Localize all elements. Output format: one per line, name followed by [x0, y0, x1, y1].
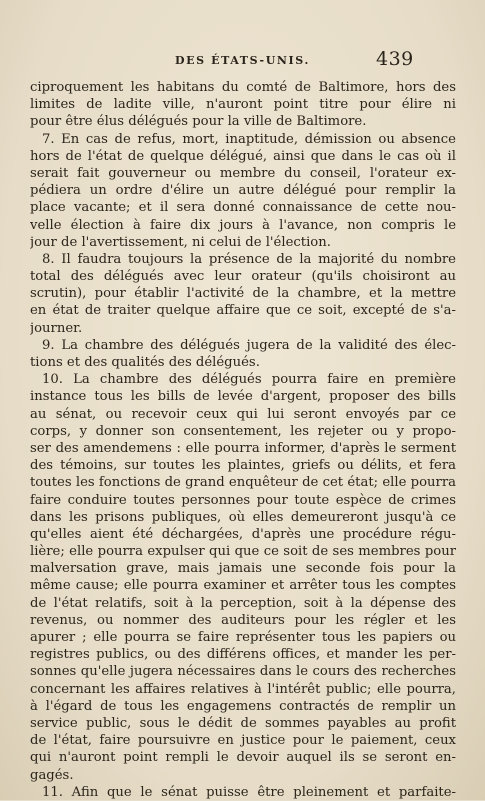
- text-line: tions et des qualités des délégués.: [30, 355, 260, 370]
- text-line: ciproquement les habitans du comté de Baltimore, hors des: [30, 80, 456, 95]
- text-line: registres publics, ou des différens offices, et mander les per-: [30, 647, 456, 663]
- text-line: total des délégués avec leur orateur (qu'ils choisiront au: [30, 269, 456, 285]
- page-number: 439: [376, 48, 414, 70]
- running-title: DES ÉTATS-UNIS.: [175, 54, 310, 67]
- text-line: même cause; elle pourra examiner et arrêter tous les comptes: [30, 578, 456, 594]
- text-line: limites de ladite ville, n'auront point titre pour élire ni: [30, 97, 456, 113]
- text-line: concernant les affaires relatives à l'intérêt public; elle pourra,: [30, 681, 456, 697]
- text-line: instance tous les bills de levée d'argent, proposer des bills: [30, 389, 456, 405]
- text-line: scrutin), pour établir l'activité de la chambre, et la mettre: [30, 286, 456, 302]
- text-line: toutes les fonctions de grand enquêteur de cet état; elle pourra: [30, 475, 456, 491]
- text-line: journer.: [30, 320, 83, 336]
- text-line: ser des amendemens : elle pourra informer, d'après le serment: [30, 440, 456, 456]
- text-line: gagés.: [30, 767, 74, 783]
- text-line: corps, y donner son consentement, les rejeter ou y propo-: [30, 423, 456, 439]
- page-header: [0, 48, 485, 76]
- text-line: 10. La chambre des délégués pourra faire en première: [42, 372, 456, 388]
- body-text: [30, 79, 456, 801]
- text-line: 8. Il faudra toujours la présence de la majorité du nombre: [42, 251, 456, 267]
- text-line: à l'égard de tous les engagemens contractés de remplir un: [30, 698, 456, 714]
- text-line: des témoins, sur toutes les plaintes, griefs ou délits, et fera: [30, 458, 456, 474]
- text-line: sonnes qu'elle jugera nécessaires dans le cours des recherches: [30, 664, 456, 680]
- text-line: dans les prisons publiques, où elles demeureront jusqu'à ce: [30, 509, 456, 525]
- text-line: au sénat, ou recevoir ceux qui lui seront envoyés par ce: [30, 406, 456, 422]
- text-line: 7. En cas de refus, mort, inaptitude, démission ou absence: [42, 131, 456, 147]
- text-line: velle élection à faire dix jours à l'avance, non compris le: [30, 217, 456, 233]
- text-line: service public, sous le dédit de sommes payables au profit: [30, 715, 456, 731]
- text-line: qui n'auront point rempli le devoir auquel ils se seront en-: [30, 750, 456, 766]
- text-line: faire conduire toutes personnes pour toute espèce de crimes: [30, 492, 456, 508]
- text-line: place vacante; et il sera donné connaissance de cette nou-: [30, 200, 456, 216]
- text-line: serait fait gouverneur ou membre du conseil, l'orateur ex-: [30, 165, 456, 181]
- text-line: apurer ; elle pourra se faire représenter tous les papiers ou: [30, 630, 456, 645]
- text-line: de l'état, faire poursuivre en justice pour le paiement, ceux: [30, 733, 456, 749]
- text-line: 9. La chambre des délégués jugera de la validité des élec-: [42, 337, 456, 353]
- text-line: pédiera un ordre d'élire un autre délégué pour remplir la: [30, 183, 456, 199]
- text-line: pour être élus délégués pour la ville de Baltimore.: [30, 114, 367, 130]
- text-line: 11. Afin que le sénat puisse être pleinement et parfaite-: [42, 784, 456, 800]
- text-line: lière; elle pourra expulser qui que ce soit de ses membres pour: [30, 544, 456, 560]
- text-line: revenus, ou nommer des auditeurs pour les régler et les: [30, 612, 456, 628]
- text-line: malversation grave, mais jamais une seconde fois pour la: [30, 561, 456, 577]
- text-line: jour de l'avertissement, ni celui de l'élection.: [30, 234, 331, 250]
- text-line: hors de l'état de quelque délégué, ainsi que dans le cas où il: [30, 148, 456, 164]
- text-line: en état de traiter quelque affaire que ce soit, excepté de s'a-: [30, 303, 456, 319]
- text-line: de l'état relatifs, soit à la perception, soit à la dépense des: [30, 595, 456, 611]
- text-line: qu'elles aient été déchargées, d'après une procédure régu-: [30, 526, 456, 542]
